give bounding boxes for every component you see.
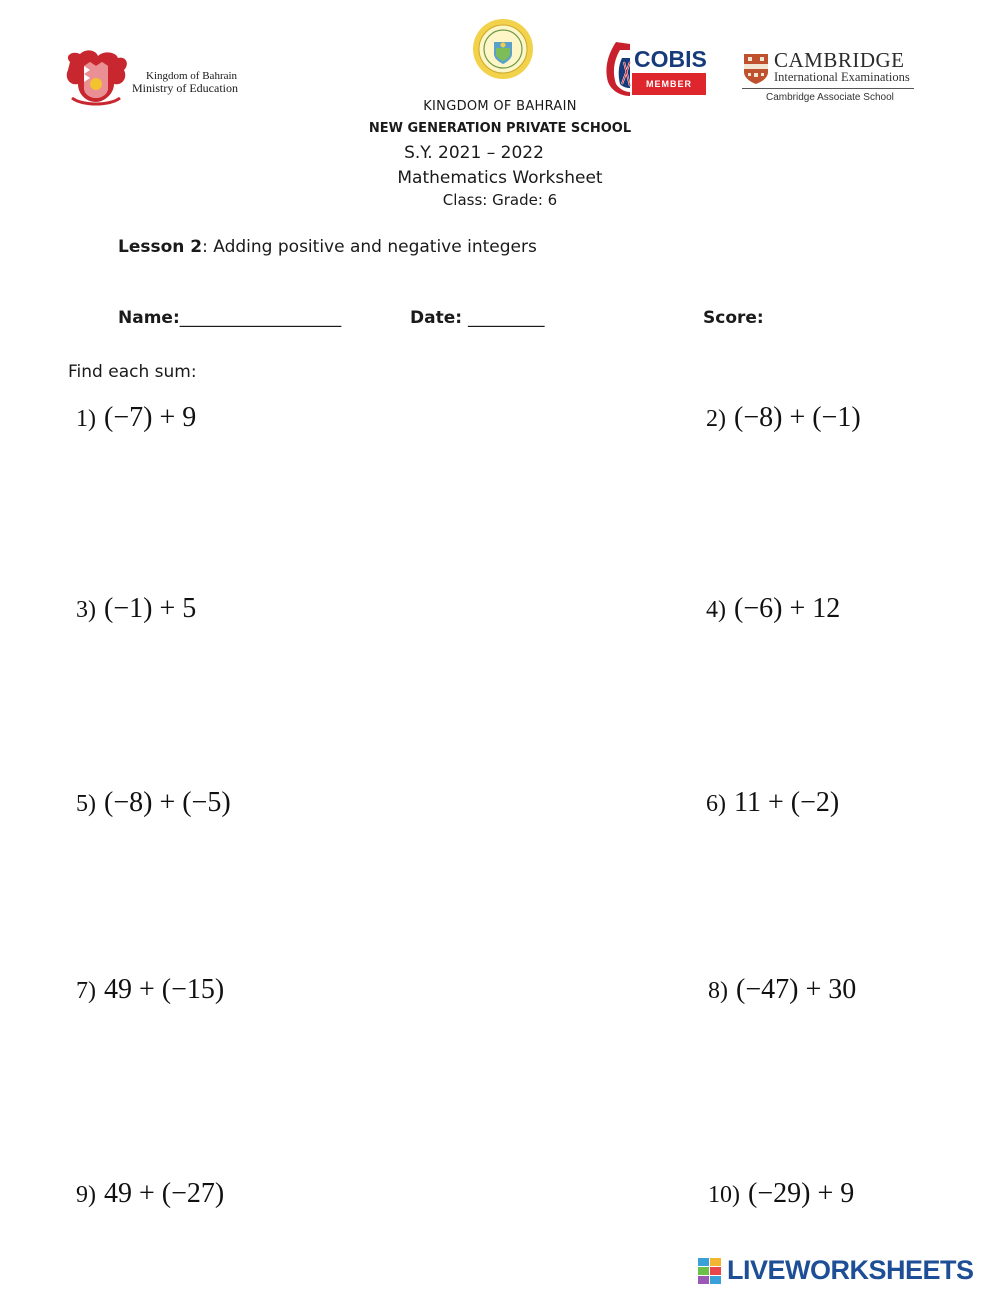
- name-field[interactable]: [118, 308, 341, 328]
- problem-expression: (−29) + 9: [748, 1178, 855, 1209]
- problem-expression: (−47) + 30: [736, 974, 857, 1005]
- problem-2: [706, 402, 861, 434]
- problem-1: [76, 402, 196, 434]
- problem-expression: 11 + (−2): [734, 787, 840, 818]
- liveworksheets-blocks-icon: [697, 1257, 723, 1285]
- union-flag-wing-icon: [602, 40, 632, 98]
- name-label: Name:: [118, 308, 180, 328]
- problem-number: 8): [708, 978, 728, 1004]
- problem-expression: (−8) + (−5): [104, 787, 231, 818]
- problem-number: 9): [76, 1182, 96, 1208]
- date-field[interactable]: [410, 308, 544, 328]
- header-class: Class: Grade: 6: [442, 191, 558, 209]
- header-country: KINGDOM OF BAHRAIN: [423, 99, 577, 114]
- cambridge-wordmark: CAMBRIDGE: [774, 48, 905, 72]
- problem-expression: 49 + (−15): [104, 974, 225, 1005]
- problem-expression: (−6) + 12: [734, 593, 841, 624]
- cobis-wordmark: COBIS: [634, 46, 707, 72]
- problem-number: 1): [76, 406, 96, 432]
- problem-number: 3): [76, 597, 96, 623]
- liveworksheets-watermark: [697, 1255, 997, 1285]
- cobis-member-logo: [602, 40, 706, 98]
- name-blank[interactable]: ___________________: [179, 308, 342, 328]
- problem-expression: (−7) + 9: [104, 402, 197, 433]
- cobis-member-badge: MEMBER: [632, 73, 706, 95]
- problem-number: 4): [706, 597, 726, 623]
- header-subject: Mathematics Worksheet: [397, 168, 603, 188]
- header-school-year: S.Y. 2021 – 2022: [404, 143, 544, 163]
- problem-6: [706, 787, 839, 819]
- problem-10: [708, 1178, 854, 1210]
- problem-8: [708, 974, 856, 1006]
- watermark-text: LIVEWORKSHEETS: [727, 1255, 974, 1285]
- header-school-name: NEW GENERATION PRIVATE SCHOOL: [368, 121, 632, 136]
- problem-expression: 49 + (−27): [104, 1178, 225, 1209]
- problem-expression: (−1) + 5: [104, 593, 197, 624]
- ministry-line1: Kingdom of Bahrain: [146, 70, 238, 82]
- problem-5: [76, 787, 231, 819]
- lesson-label: Lesson 2: [118, 237, 203, 257]
- ministry-line2: Ministry of Education: [132, 81, 238, 95]
- cambridge-divider: [742, 88, 914, 89]
- cambridge-shield-icon: [742, 52, 770, 86]
- problem-number: 2): [706, 406, 726, 432]
- lesson-title: [118, 237, 537, 257]
- school-seal-logo: [472, 18, 534, 80]
- lesson-topic: : Adding positive and negative integers: [202, 237, 537, 257]
- cambridge-subtitle: International Examinations: [774, 70, 910, 84]
- problem-3: [76, 593, 196, 625]
- date-blank[interactable]: _________: [467, 308, 545, 328]
- cambridge-associate-label: Cambridge Associate School: [766, 92, 894, 103]
- problem-4: [706, 593, 840, 625]
- problem-number: 10): [708, 1182, 740, 1208]
- instructions: Find each sum:: [68, 362, 197, 382]
- problem-7: [76, 974, 224, 1006]
- problem-9: [76, 1178, 224, 1210]
- date-label: Date:: [410, 308, 463, 328]
- problem-number: 5): [76, 791, 96, 817]
- problem-expression: (−8) + (−1): [734, 402, 861, 433]
- score-field: [703, 308, 764, 328]
- school-seal-icon: [472, 18, 534, 80]
- problem-number: 6): [706, 791, 726, 817]
- score-label: Score:: [703, 308, 764, 328]
- problem-number: 7): [76, 978, 96, 1004]
